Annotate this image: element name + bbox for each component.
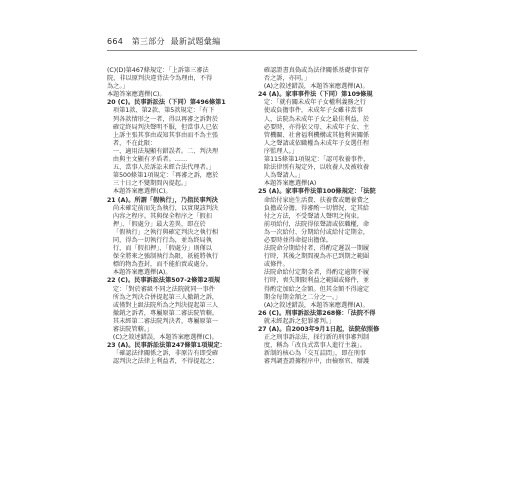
text-line: 26 (C)。刑事訴訟法第268條：「法院不得 <box>258 309 376 317</box>
text-line: 必要時，亦得依父母、未成年子女、主 <box>258 123 370 131</box>
right-text-column <box>258 67 410 366</box>
text-line: 者，不在此限： <box>107 139 157 147</box>
text-line: 審法院管轄。」 <box>107 326 154 333</box>
left-text-column <box>107 67 259 366</box>
text-line: 保全將來之強制執行為限，祇能將執行 <box>107 253 219 261</box>
text-line: 或僅對上級法院所為之判決提起第三人 <box>107 301 219 309</box>
text-line: 定：「就有關未成年子女權利義務之行 <box>258 99 366 107</box>
text-line: 負擔或分擔，得審酌一切情況，定其給 <box>258 204 370 212</box>
text-line: 確認證書真偽或為法律關係基礎事實存 <box>258 67 370 74</box>
text-line: 使或負擔事件，未成年子女雖非當事 <box>258 107 363 115</box>
section-label: 第三部分 <box>131 37 165 46</box>
text-line: 付之方法，不受聲請人聲明之拘束。 <box>258 212 363 220</box>
text-line: 新制的核心為「交互詰問」，即在刑事 <box>258 350 366 358</box>
text-line: 25 (A)。家事事件法第100條規定：「法院 <box>258 188 376 196</box>
text-line: 管機關、社會福利機構或其他利害關係 <box>258 131 370 139</box>
text-line: 人之聲請或依職權為未成年子女選任程 <box>258 139 370 147</box>
text-line: 或條件。 <box>258 261 289 269</box>
text-line: 「確認法律關係之訴，非原告有即受確 <box>107 350 219 358</box>
text-line: (C)之敘述錯誤，本題答案應選擇(C)。 <box>107 334 218 342</box>
text-line: 為一次給付、分期給付或給付定期金， <box>258 228 370 236</box>
text-line: 人，法院為未成年子女之最佳利益，於 <box>258 115 370 123</box>
text-line: 21 (A)。所謂「假執行」，乃指民事判決 <box>107 196 218 204</box>
text-line: 審判調查證據程序中，由檢察官、辯護 <box>258 358 370 366</box>
header-divider <box>107 50 417 51</box>
text-line: (A)之敘述錯誤，本題答案應選擇(A)。 <box>258 83 369 91</box>
text-line: 除法律別有規定外，以收養人及被收養 <box>258 164 370 172</box>
text-line: 本題答案應選擇(C)。 <box>107 91 166 99</box>
text-line: 所為之判決合併提起第三人撤銷之訴， <box>107 293 219 301</box>
text-line: 行時，喪失期限利益之範圍或條件，並 <box>258 277 370 285</box>
text-line: 其未經第二審法院判決者，專屬原第一 <box>107 317 219 325</box>
text-line: 期金每期金額之二分之一。」 <box>258 293 342 301</box>
text-line: 前項給付，法院得依聲請或依職權，命 <box>258 220 370 228</box>
text-line: 必要時並得命提出擔保。 <box>258 236 332 244</box>
text-line: 定：「對於審級不同之法院就同一事件 <box>107 285 215 293</box>
text-line: 20 (C)。民事訴訟法（下同）第496條第1 <box>107 99 226 107</box>
text-line: 確定終局判決聲明不服，但當事人已依 <box>107 123 219 131</box>
text-line: 24 (A)。家事事件法（下同）第109條規 <box>258 91 373 99</box>
text-line: 「假執行」之執行與確定判決之執行相 <box>107 228 219 236</box>
running-header <box>107 36 220 47</box>
text-line: 22 (C)。民事訴訟法第507-2條第2項規 <box>107 277 221 285</box>
text-line: 度，稱為「改良式當事人進行主義」。 <box>258 342 366 350</box>
text-line: 押」、「假處分」最大差異，即在於 <box>107 220 206 228</box>
text-line: 行，而「假扣押」、「假處分」則僅以 <box>107 245 212 253</box>
text-line: 第115條第1項規定：「認可收養事件， <box>258 156 370 164</box>
header-title: 最新試題彙編 <box>170 37 221 46</box>
text-line: 本題答案應選擇(A)。 <box>107 269 172 277</box>
text-line: 上訴主張其事由或知其事由而不為主張 <box>107 131 219 139</box>
text-line: 列各款情形之一者，得以再審之訴對於 <box>107 115 219 123</box>
text-line: 認判決之法律上利益者，不得提起之； <box>107 358 219 366</box>
text-line: 同，得為一切執行行為，並為終局執 <box>107 236 212 244</box>
page-number: 664 <box>107 37 124 46</box>
text-line: 就未經起訴之犯罪審判。」 <box>258 317 336 325</box>
text-line: 行時，其後之期間視為亦已到期之範圍 <box>258 253 370 261</box>
text-line: 尚未確定前而先為執行，以實現該判決 <box>107 204 219 212</box>
text-line: 法院命分期給付者，得酌定遲誤一期履 <box>258 245 370 253</box>
text-line: 撤銷之訴者，專屬原第二審法院管轄。 <box>107 309 219 317</box>
text-line: 序監理人。」 <box>258 147 298 155</box>
text-line: 本題答案應選擇(C)。 <box>107 188 172 196</box>
text-line: 否之訴，亦同。」 <box>258 75 311 83</box>
text-line: 三十日之不變期間內提起。」 <box>107 180 191 188</box>
text-line: 五、當事人於訴訟未經合法代理者。」 <box>107 164 215 172</box>
text-line: 由與主文顯有矛盾者。…… <box>107 156 188 164</box>
text-line: (C)(D)第467條規定：「上訴第三審法 <box>107 67 209 74</box>
text-line: 項第1款、第2款、第5款規定：「有下 <box>107 107 215 115</box>
text-line: 命給付家庭生活費、扶養費或贍養費之 <box>258 196 370 204</box>
text-line: 人為聲請人。」 <box>258 172 305 180</box>
text-line: 一、適用法規顯有錯誤者。二、判決理 <box>107 147 219 155</box>
text-line: 法院命給付定期金者，得酌定逾期不履 <box>258 269 370 277</box>
text-line: (A)之敘述錯誤，本題答案應選擇(A)。 <box>258 301 369 309</box>
text-line: 得酌定加給之金額。但其金額不得逾定 <box>258 285 370 293</box>
text-line: 23 (A)。民事訴訟法第247條第1項規定： <box>107 342 226 350</box>
text-line: 本題答案應選擇(A) <box>258 180 317 188</box>
text-line: 第500條第1項規定：「再審之訴，應於 <box>107 172 219 180</box>
text-line: 標的物為查封，而不能拍賣或處分。 <box>107 261 212 269</box>
text-line: 27 (A)。自2003年9月1日起，法院依照修 <box>258 326 380 333</box>
text-line: 正之刑事訴訟法，採行新的刑事審判制 <box>258 334 370 342</box>
text-line: 為之。」 <box>107 83 129 91</box>
text-line: 內容之程序。其與保全程序之「假扣 <box>107 212 212 220</box>
text-line: 院，非以原判決違背法令為理由，不得 <box>107 75 213 83</box>
